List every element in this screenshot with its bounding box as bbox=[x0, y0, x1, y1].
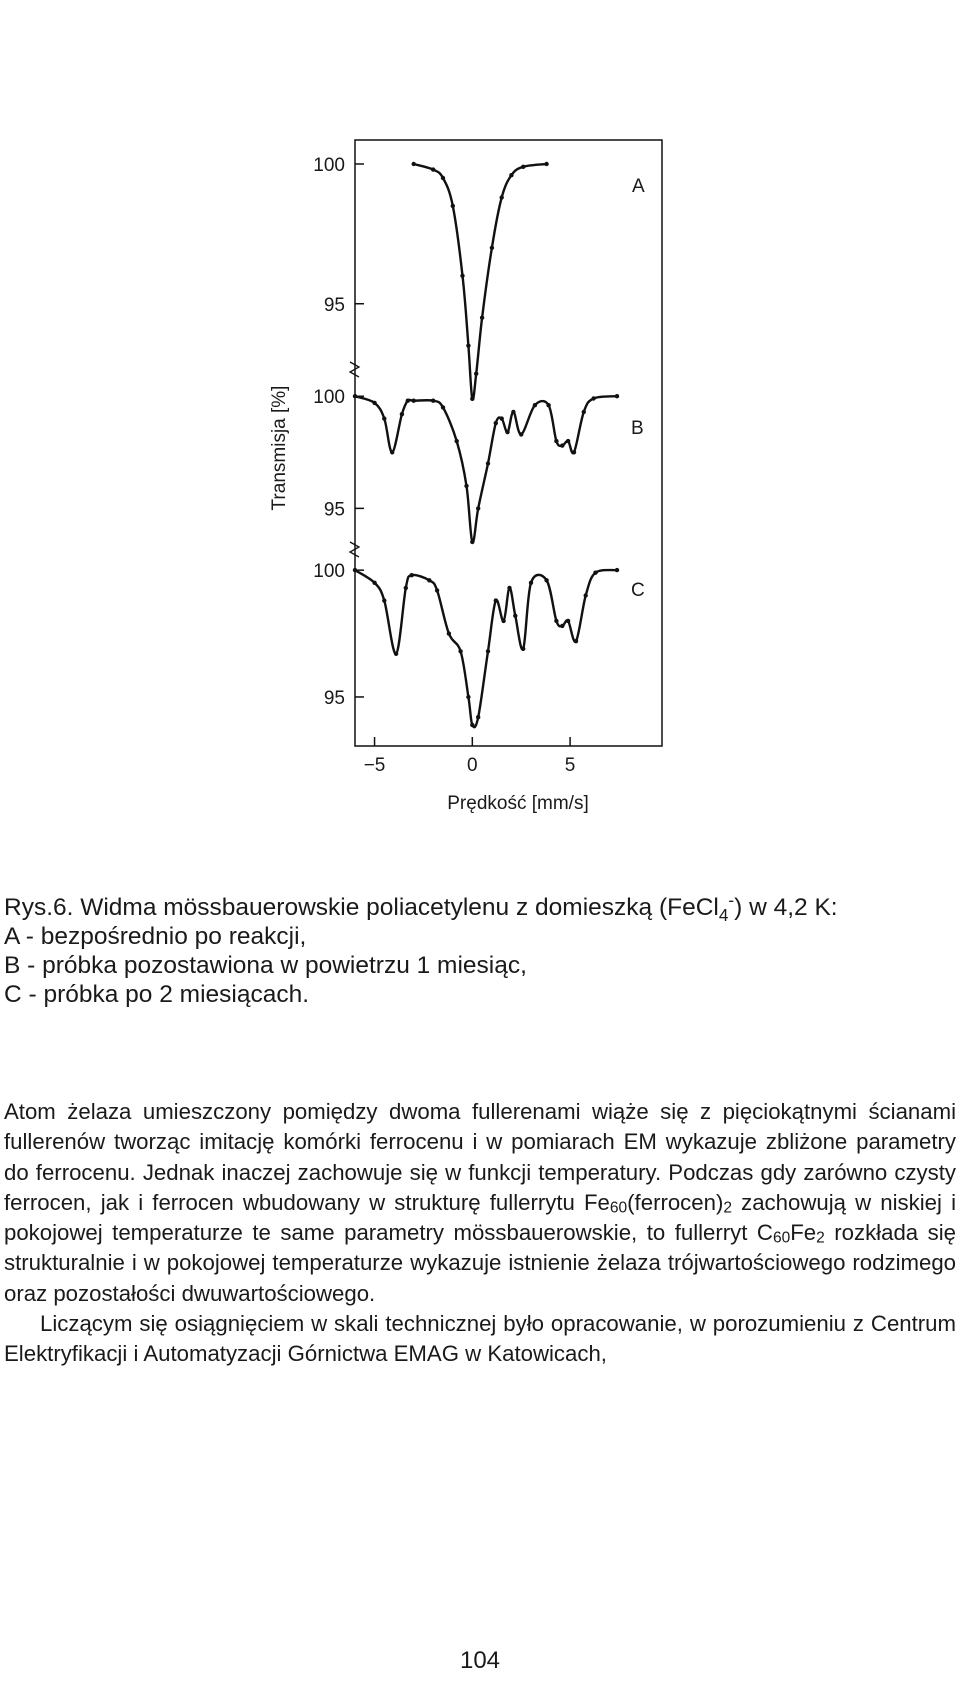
spectrum-b-point bbox=[464, 484, 468, 488]
spectrum-c-point bbox=[513, 614, 517, 618]
spectrum-b-point bbox=[494, 421, 498, 425]
spectrum-a-line bbox=[414, 164, 547, 400]
y-tick-label: 100 bbox=[313, 561, 345, 583]
spectrum-c-point bbox=[544, 578, 548, 582]
spectrum-c-point bbox=[560, 624, 564, 628]
plot-frame bbox=[355, 140, 662, 746]
spectrum-c-point bbox=[470, 723, 474, 727]
y-tick-label: 95 bbox=[323, 294, 345, 316]
spectrum-b-point bbox=[455, 439, 459, 443]
spectrum-a-point bbox=[451, 204, 455, 208]
spectrum-c-point bbox=[494, 598, 498, 602]
spectrum-b-point bbox=[390, 450, 394, 454]
spectrum-c-point bbox=[466, 695, 470, 699]
spectrum-c-point bbox=[584, 593, 588, 597]
body-text bbox=[4, 1097, 956, 1370]
spectrum-b-point bbox=[554, 439, 558, 443]
spectrum-a-point bbox=[500, 195, 504, 199]
spectrum-b-point bbox=[582, 410, 586, 414]
spectrum-a-point bbox=[490, 246, 494, 250]
spectrum-a-point bbox=[412, 162, 416, 166]
spectrum-c-point bbox=[404, 586, 408, 590]
spectrum-b-point bbox=[533, 403, 537, 407]
axis-break-mark bbox=[350, 362, 359, 377]
curve-label-a: A bbox=[632, 176, 645, 197]
spectrum-b-point bbox=[591, 396, 595, 400]
x-tick-label: 0 bbox=[467, 755, 478, 776]
spectrum-a-point bbox=[470, 397, 474, 401]
spectrum-c-point bbox=[394, 652, 398, 656]
caption-line: Rys.6. Widma mössbauerowskie poliacetylenu z domieszką (FeCl$_4$-) w 4,2 K: bbox=[4, 889, 838, 925]
x-axis-label: Prędkość [mm/s] bbox=[447, 793, 589, 814]
spectrum-b-point bbox=[486, 461, 490, 465]
spectrum-b-point bbox=[511, 410, 515, 414]
spectrum-a-point bbox=[460, 274, 464, 278]
axis-break-mark bbox=[350, 542, 359, 557]
spectrum-a-point bbox=[509, 173, 513, 177]
spectrum-c-point bbox=[529, 581, 533, 585]
page-number: 104 bbox=[459, 1647, 501, 1674]
spectrum-c-point bbox=[554, 619, 558, 623]
spectrum-a-point bbox=[544, 162, 548, 166]
y-axis-label: Transmisja [%] bbox=[269, 385, 290, 511]
caption-line: C - próbka po 2 miesiącach. bbox=[4, 981, 310, 1008]
spectrum-b-point bbox=[500, 416, 504, 420]
spectrum-a-point bbox=[431, 167, 435, 171]
spectrum-c-point bbox=[427, 578, 431, 582]
spectrum-c-point bbox=[501, 619, 505, 623]
spectrum-a-point bbox=[521, 165, 525, 169]
spectrum-c-point bbox=[521, 647, 525, 651]
figure-caption bbox=[4, 889, 954, 1009]
spectrum-c-point bbox=[476, 715, 480, 719]
spectrum-b-point bbox=[519, 432, 523, 436]
spectrum-c-point bbox=[435, 588, 439, 592]
x-tick-label: 5 bbox=[564, 755, 576, 776]
spectrum-b-point bbox=[505, 430, 509, 434]
spectrum-b-line bbox=[355, 396, 617, 542]
spectrum-b-point bbox=[566, 439, 570, 443]
spectrum-a-point bbox=[480, 316, 484, 320]
y-tick-label: 100 bbox=[313, 154, 345, 176]
paragraph: Liczącym się osiągnięciem w skali technicznej było opracowanie, w porozumieniu z Centrum Elektryfikacji i Automatyzacji Górnictwa EMAG w Katowicach, bbox=[4, 1311, 956, 1367]
spectrum-b-point bbox=[476, 506, 480, 510]
spectrum-a-point bbox=[474, 372, 478, 376]
spectrum-b-point bbox=[382, 416, 386, 420]
spectrum-b-point bbox=[470, 540, 474, 544]
spectrum-c-point bbox=[353, 568, 357, 572]
spectrum-c-point bbox=[458, 649, 462, 653]
spectrum-c-point bbox=[615, 568, 619, 572]
spectrum-c-point bbox=[566, 619, 570, 623]
curve-label-c: C bbox=[631, 580, 645, 601]
spectrum-c-point bbox=[486, 649, 490, 653]
spectrum-c-point bbox=[574, 639, 578, 643]
caption-line: B - próbka pozostawiona w powietrzu 1 miesiąc, bbox=[4, 952, 527, 979]
y-tick-label: 95 bbox=[323, 499, 345, 521]
paragraph: Atom żelaza umieszczony pomiędzy dwoma fullerenami wiąże się z pięciokątnymi ścianami fullerenów tworząc imitację komórki ferrocenu i w pomiarach EM wykazuje zbliżone parametry do ferrocenu. Jednak inaczej zachowuje się w funkcji temperatury. Podczas gdy zarówno czysty ferrocen, jak i ferrocen wbudowany w strukturę fullerrytu $Fe_{60}(ferrocen)_2$ zachowują w niskiej i pokojowej temperaturze te same parametry mössbauerowskie, to fullerryt $C_{60}Fe_2$ rozkłada się strukturalnie i w pokojowej temperaturze wykazuje istnienie żelaza trójwartościowego rodzimego oraz pozostałości dwuwartościowego. bbox=[4, 1099, 957, 1306]
spectrum-b-point bbox=[615, 394, 619, 398]
spectrum-b-point bbox=[560, 443, 564, 447]
spectrum-b-point bbox=[431, 399, 435, 403]
spectrum-b-point bbox=[546, 403, 550, 407]
curve-label-b: B bbox=[631, 418, 644, 439]
spectrum-c-point bbox=[507, 586, 511, 590]
spectrum-c-point bbox=[447, 631, 451, 635]
spectrum-b-point bbox=[353, 394, 357, 398]
spectrum-c-point bbox=[372, 581, 376, 585]
spectrum-c-point bbox=[382, 598, 386, 602]
spectrum-b-point bbox=[572, 450, 576, 454]
y-tick-label: 100 bbox=[313, 387, 345, 409]
caption-line: A - bezpośrednio po reakcji, bbox=[4, 923, 307, 950]
spectrum-c-point bbox=[593, 571, 597, 575]
x-tick-label: −5 bbox=[363, 755, 386, 776]
spectrum-b-point bbox=[412, 399, 416, 403]
spectrum-c-point bbox=[410, 573, 414, 577]
spectrum-a-point bbox=[466, 344, 470, 348]
y-tick-label: 95 bbox=[323, 687, 345, 709]
spectrum-b-point bbox=[372, 401, 376, 405]
spectrum-b-point bbox=[406, 399, 410, 403]
spectrum-b-point bbox=[441, 405, 445, 409]
spectrum-c-line bbox=[355, 570, 617, 727]
spectrum-a-point bbox=[441, 176, 445, 180]
spectrum-b-point bbox=[400, 412, 404, 416]
